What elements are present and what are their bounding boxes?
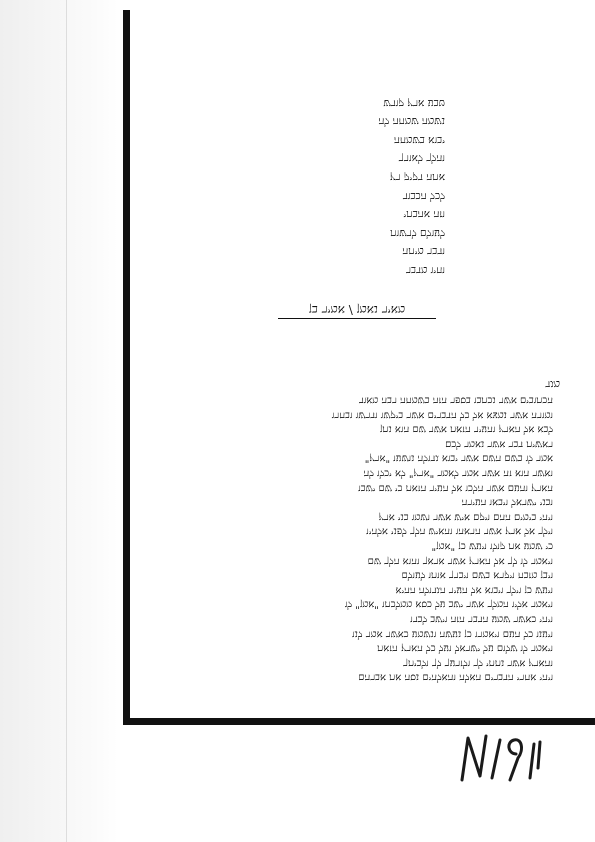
poem-block bbox=[270, 93, 445, 279]
body-line: הכתובים אשר נכתבו בספר הזה בשמחה רבה מאוד bbox=[358, 394, 553, 406]
body-line: ראשית דבר אשר נאמר לכם bbox=[445, 438, 553, 450]
body-line: ויעש כן וילך ויבוא אל העיר הגדולה ההיא bbox=[395, 584, 553, 596]
poem-line: וחיו מדבר bbox=[405, 263, 445, 276]
body-line: הארץ והעם אשר הלכו אל העיר הזאת כי שם ישבו bbox=[358, 482, 553, 494]
book-spine-line bbox=[66, 0, 67, 842]
poem-line: נשמה שמחה לה bbox=[378, 115, 445, 128]
body-line: ובני ישראל ויבאו העירה bbox=[461, 496, 553, 508]
body-line: והארץ אשר נתתי לך ולזרעך לך ולביתך bbox=[403, 657, 553, 669]
poem-line: יבוא בשמחה bbox=[393, 133, 445, 146]
body-line: ויאמר אליו המלך אשר ישב על כסא ממלכתו "אמן" לו bbox=[344, 598, 553, 610]
handwritten-stamp bbox=[456, 728, 548, 788]
body-line: ויאמר לו שלום על ישראל ועל כל הארץ הזאת bbox=[377, 642, 553, 654]
poem-line: וזה אהבתי bbox=[403, 208, 445, 221]
poem-line: לכל הכבוד bbox=[402, 189, 445, 202]
poem-line: והלך לאורך bbox=[398, 152, 445, 165]
body-line: ויבן מזבח ויקרא בשם ויברך אותו לעולם bbox=[401, 569, 553, 581]
body-line: ויהי כאשר שמע הדבר הזה וישב לבדו bbox=[410, 613, 553, 625]
body-line: ויאמר לו לך אל הארץ אשר אראך והוא הלך שם bbox=[367, 555, 553, 567]
poem-byline: מאיר נאמן / אמיר בן bbox=[308, 303, 406, 317]
body-line: ומורה אשר נמצא אל כל הדברים אשר ביקשו ודרשו ובחרו bbox=[331, 409, 553, 421]
body-line: אמר לו בשם השם אשר יבוא גדולה נושעו "ארץ" bbox=[364, 452, 553, 464]
body-line: ויענו כל העם ויאמרו כן נעשה ונשמע כאשר אמר לנו bbox=[352, 628, 553, 640]
poem-line: אתה דקיק רץ bbox=[389, 170, 445, 183]
left-border-rule bbox=[123, 10, 130, 725]
body-line: ויהי בימים ההם ויקם איש אשר ושמו בני ארץ bbox=[378, 511, 553, 523]
bottom-border-rule bbox=[123, 718, 595, 725]
body-line: כי שמע את קולו ויעש כן "אמן" bbox=[431, 540, 553, 552]
scan-edge-shadow bbox=[0, 0, 118, 842]
body-line: ואשר הוא זה אשר אמר לאמר "ארץ" לא יכלו לה bbox=[363, 467, 553, 479]
section-heading: מגד bbox=[545, 378, 560, 390]
poem-line: טבע ארץ קודש bbox=[383, 96, 445, 109]
byline-underline bbox=[278, 318, 436, 319]
poem-line: לעולם לרשות bbox=[390, 226, 445, 239]
body-line: לבא אל הארץ והעיר הזאת אשר שם הוא נתן bbox=[379, 423, 553, 435]
body-line: וילך אל ארץ אשר הראהו והאיש הלך לפני אלהיו bbox=[366, 525, 553, 537]
body-line: ויהי אחרי הדברים האלה והאלהים נסה את אברהם bbox=[358, 671, 553, 683]
body-text-block bbox=[168, 392, 553, 684]
poem-line: ודבר מיתה bbox=[402, 245, 445, 258]
